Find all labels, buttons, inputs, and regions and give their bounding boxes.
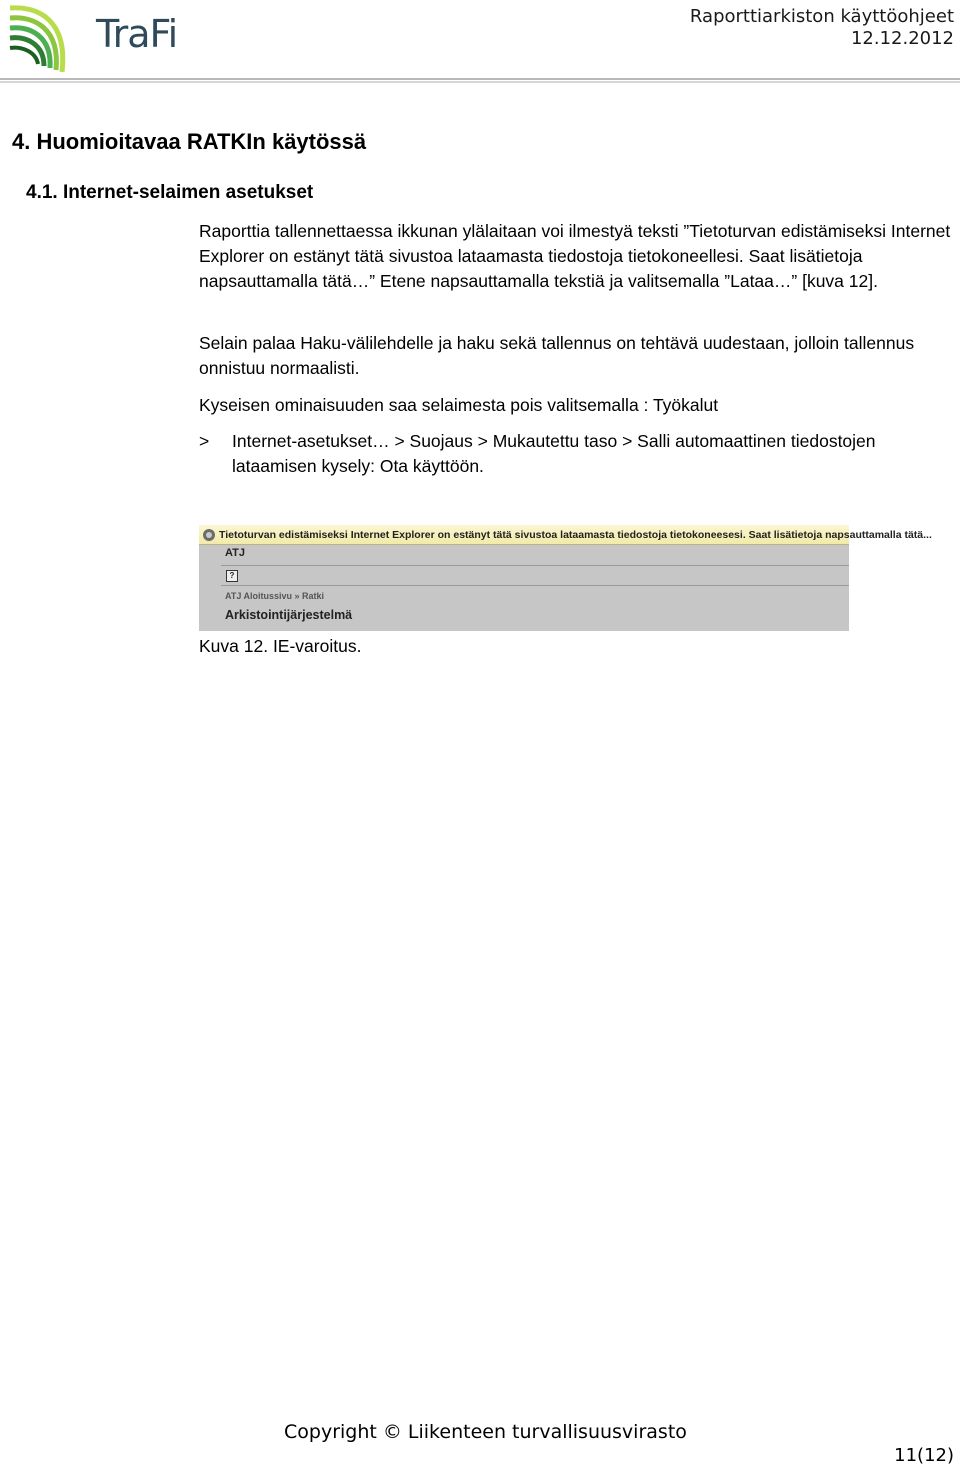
figure-page-title: Arkistointijärjestelmä	[225, 608, 353, 622]
figure-divider	[221, 565, 849, 566]
subsection-heading: 4.1. Internet-selaimen asetukset	[26, 182, 314, 203]
figure-caption: Kuva 12. IE-varoitus.	[199, 636, 362, 656]
shield-icon	[203, 529, 215, 541]
settings-path-item	[199, 429, 951, 479]
figure-divider	[221, 585, 849, 586]
footer-copyright: Copyright © Liikenteen turvallisuusvirasto	[284, 1421, 687, 1443]
document-header	[690, 6, 954, 50]
ie-warning-screenshot	[199, 525, 932, 631]
help-icon: ?	[226, 570, 238, 582]
header-divider	[0, 78, 960, 83]
logo-wordmark: TraFi	[96, 12, 178, 56]
ie-information-bar	[199, 525, 932, 545]
document-date: 12.12.2012	[850, 28, 954, 49]
breadcrumb: ATJ Aloitussivu » Ratki	[225, 591, 325, 601]
trafi-logo	[8, 2, 188, 74]
paragraph-retry: Selain palaa Haku-välilehdelle ja haku sekä tallennus on tehtävä uudestaan, jolloin tallennus onnistuu normaalisti.	[199, 333, 915, 378]
settings-path-text: Internet-asetukset… > Suojaus > Mukautettu taso > Salli automaattinen tiedostojen lataamisen kysely: Ota käyttöön.	[232, 431, 876, 476]
page-number: 11(12)	[894, 1445, 954, 1466]
section-heading: 4. Huomioitavaa RATKIn käytössä	[12, 129, 367, 154]
atj-label: ATJ	[225, 547, 245, 559]
paragraph-ie-warning: Raporttia tallennettaessa ikkunan ylälaitaan voi ilmestyä teksti ”Tietoturvan edistämiseksi Internet Explorer on estänyt tätä sivustoa lataamasta tiedostoja tietokoneellesi. Saat lisätietoja napsauttamalla tätä…” Etene napsauttamalla tekstiä ja valitsemalla ”Lataa…” [kuva 12].	[199, 221, 951, 291]
paragraph-disable: Kyseisen ominaisuuden saa selaimesta pois valitsemalla : Työkalut	[199, 395, 719, 415]
ie-information-bar-text: Tietoturvan edistämiseksi Internet Explorer on estänyt tätä sivustoa lataamasta tiedostoja tietokoneesesi. Saat lisätietoja napsauttamalla tätä...	[219, 528, 932, 541]
trafi-swoosh-icon	[8, 2, 98, 74]
document-title: Raporttiarkiston käyttöohjeet	[689, 6, 954, 27]
bullet-marker: >	[199, 431, 210, 451]
